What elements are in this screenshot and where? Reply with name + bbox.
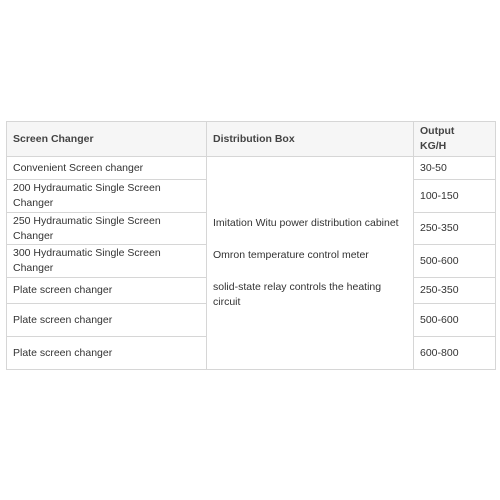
header-row (7, 122, 496, 157)
distribution-gap (213, 231, 407, 248)
header-output-line1: Output (420, 125, 455, 137)
spec-table (6, 121, 496, 370)
screen-changer-cell: 200 Hydraumatic Single Screen Changer (7, 180, 207, 213)
screen-changer-cell: Plate screen changer (7, 278, 207, 304)
output-cell: 250-350 (414, 278, 496, 304)
header-output (414, 122, 496, 157)
distribution-gap (213, 263, 407, 280)
output-cell: 30-50 (414, 157, 496, 180)
output-cell: 500-600 (414, 245, 496, 278)
output-cell: 600-800 (414, 337, 496, 370)
distribution-item: Imitation Witu power distribution cabinet (213, 217, 399, 229)
distribution-item: Omron temperature control meter (213, 249, 369, 261)
header-screen-changer: Screen Changer (7, 122, 207, 157)
output-cell: 500-600 (414, 304, 496, 337)
table-row (7, 157, 496, 180)
header-output-unit: KG/H (420, 140, 447, 152)
screen-changer-cell: Plate screen changer (7, 337, 207, 370)
screen-changer-cell: 250 Hydraumatic Single Screen Changer (7, 213, 207, 245)
header-distribution-box: Distribution Box (207, 122, 414, 157)
distribution-box-cell (207, 157, 414, 370)
screen-changer-cell: Convenient Screen changer (7, 157, 207, 180)
distribution-item: solid-state relay controls the heating circuit (213, 281, 382, 308)
screen-changer-cell: 300 Hydraumatic Single Screen Changer (7, 245, 207, 278)
output-cell: 100-150 (414, 180, 496, 213)
screen-changer-cell: Plate screen changer (7, 304, 207, 337)
output-cell: 250-350 (414, 213, 496, 245)
